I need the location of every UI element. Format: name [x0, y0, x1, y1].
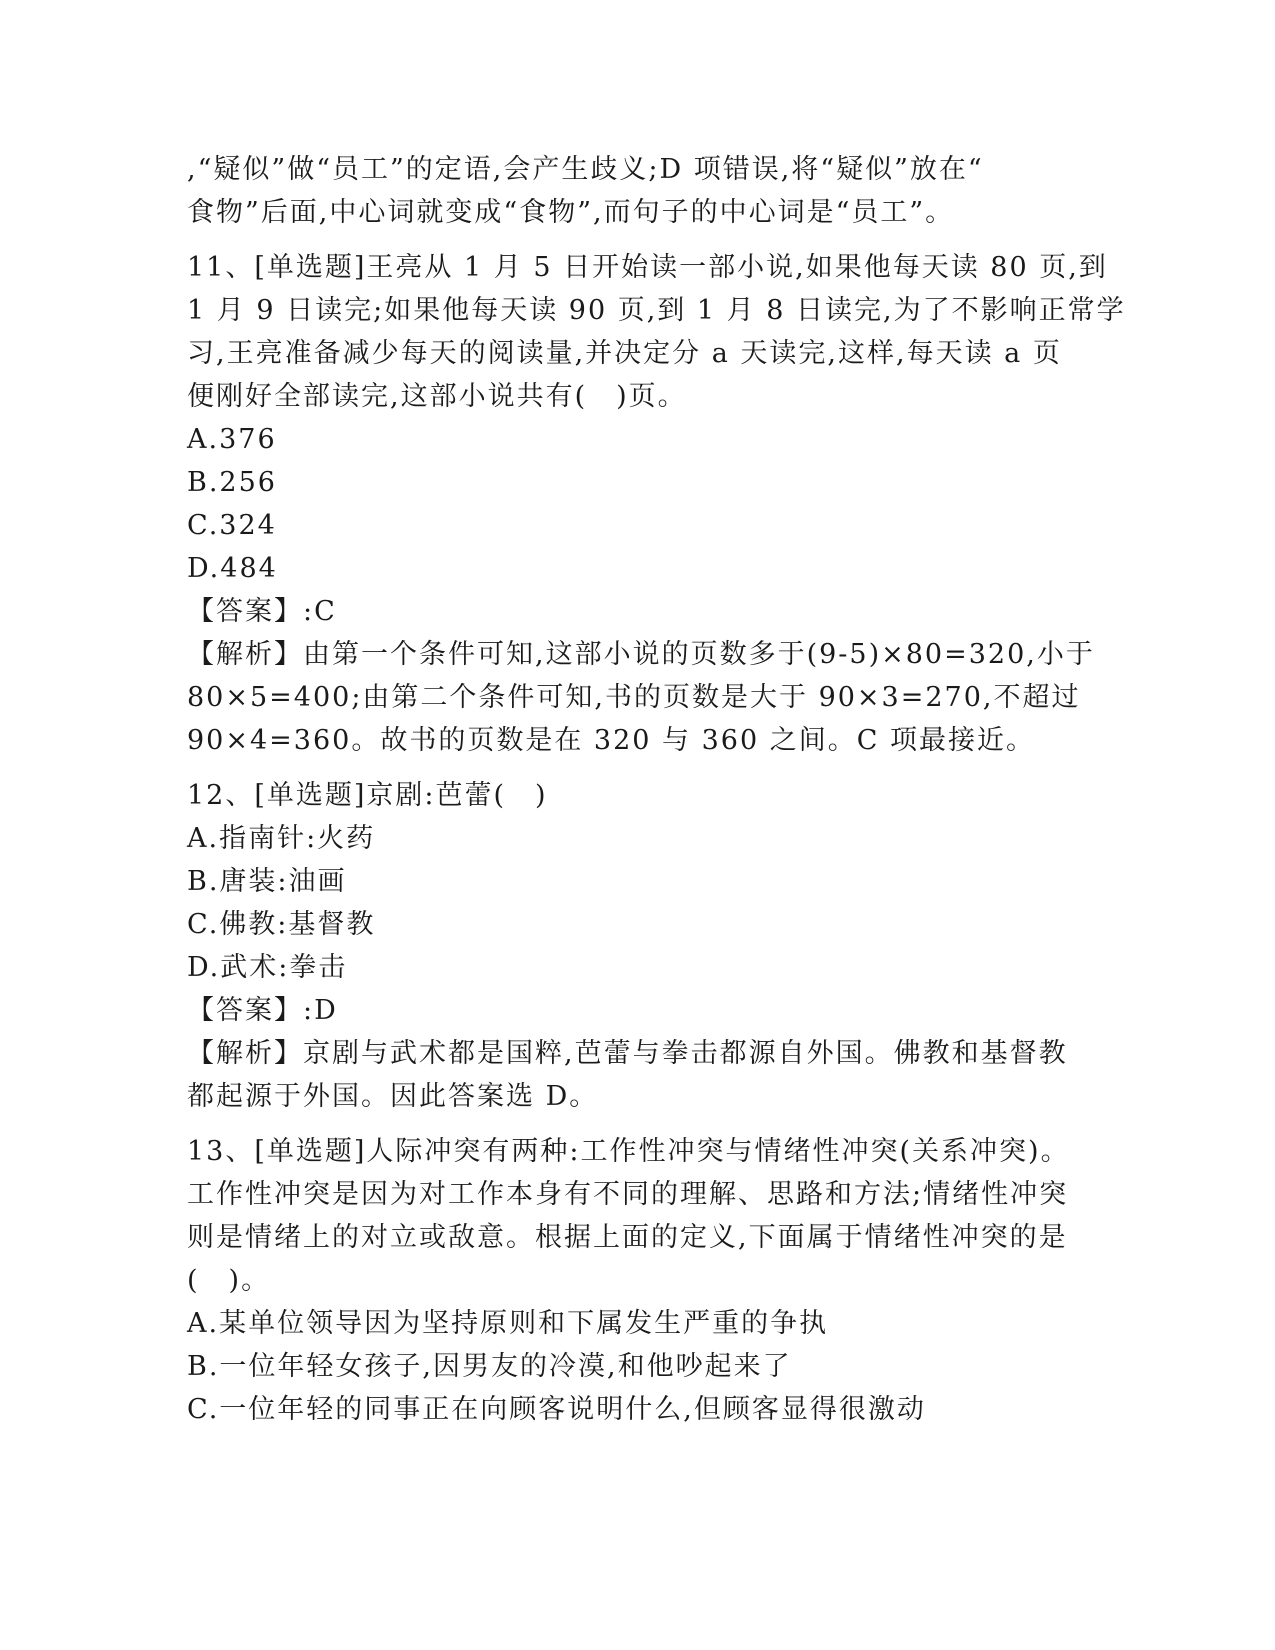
question-stem-line: 1 月 9 日读完;如果他每天读 90 页,到 1 月 8 日读完,为了不影响正常学	[187, 295, 1126, 326]
option-c: C.324	[187, 510, 277, 541]
question-12	[187, 774, 1087, 1118]
question-stem-line: 习,王亮准备减少每天的阅读量,并决定分 a 天读完,这样,每天读 a 页	[187, 338, 1062, 369]
option-b: B.一位年轻女孩子,因男友的冷漠,和他吵起来了	[187, 1351, 792, 1382]
option-c: C.一位年轻的同事正在向顾客说明什么,但顾客显得很激动	[187, 1394, 926, 1425]
option-b: B.256	[187, 467, 277, 498]
option-d: D.武术:拳击	[187, 952, 348, 983]
option-a: A.某单位领导因为坚持原则和下属发生严重的争执	[187, 1308, 829, 1339]
analysis-line: 80×5=400;由第二个条件可知,书的页数是大于 90×3=270,不超过	[187, 682, 1081, 713]
intro-analysis-continued	[187, 148, 1087, 234]
text-line: ,“疑似”做“员工”的定语,会产生歧义;D 项错误,将“疑似”放在“	[187, 154, 984, 185]
option-a: A.指南针:火药	[187, 823, 376, 854]
text-line: 食物”后面,中心词就变成“食物”,而句子的中心词是“员工”。	[187, 197, 955, 228]
question-stem-line: ( )。	[187, 1265, 271, 1296]
option-d: D.484	[187, 553, 278, 584]
analysis-line: 90×4=360。故书的页数是在 320 与 360 之间。C 项最接近。	[187, 725, 1035, 756]
analysis-line: 【解析】京剧与武术都是国粹,芭蕾与拳击都源自外国。佛教和基督教	[187, 1038, 1068, 1069]
answer-line: 【答案】:D	[187, 995, 338, 1026]
answer-line: 【答案】:C	[187, 596, 337, 627]
option-a: A.376	[187, 424, 277, 455]
option-c: C.佛教:基督教	[187, 909, 376, 940]
question-stem-line: 11、[单选题]王亮从 1 月 5 日开始读一部小说,如果他每天读 80 页,到	[187, 252, 1108, 283]
question-stem-line: 12、[单选题]京剧:芭蕾( )	[187, 780, 548, 811]
question-13	[187, 1130, 1087, 1431]
question-stem-line: 便刚好全部读完,这部小说共有( )页。	[187, 381, 687, 412]
question-stem-line: 则是情绪上的对立或敌意。根据上面的定义,下面属于情绪性冲突的是	[187, 1222, 1068, 1253]
text-column	[187, 148, 1126, 1431]
question-stem-line: 13、[单选题]人际冲突有两种:工作性冲突与情绪性冲突(关系冲突)。	[187, 1136, 1070, 1167]
analysis-line: 【解析】由第一个条件可知,这部小说的页数多于(9-5)×80=320,小于	[187, 639, 1095, 670]
option-b: B.唐装:油画	[187, 866, 347, 897]
question-stem-line: 工作性冲突是因为对工作本身有不同的理解、思路和方法;情绪性冲突	[187, 1179, 1069, 1210]
analysis-line: 都起源于外国。因此答案选 D。	[187, 1081, 599, 1112]
question-11	[187, 246, 1126, 762]
